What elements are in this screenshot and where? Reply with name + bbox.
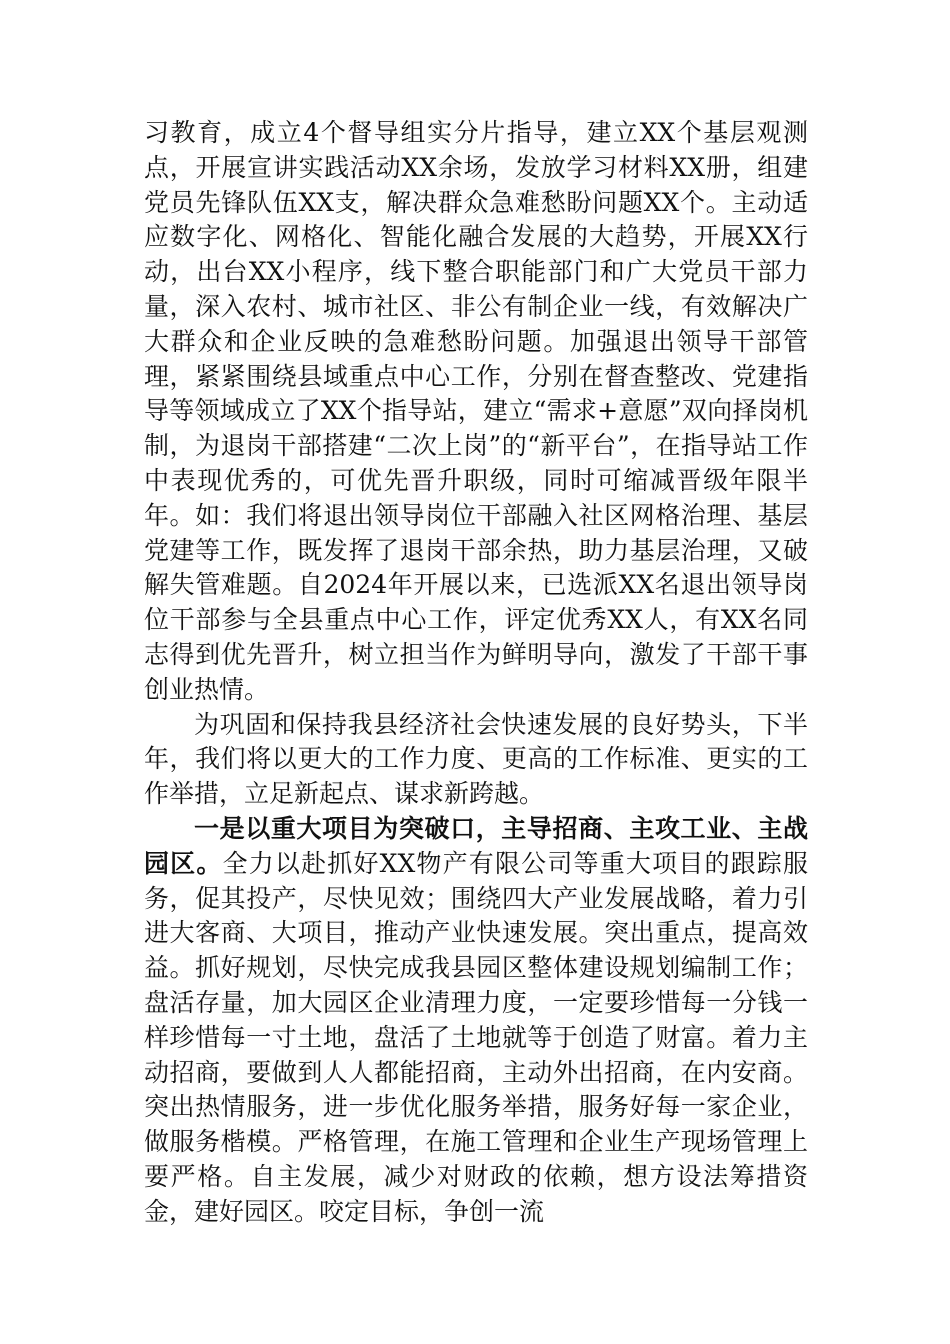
paragraph-continuation [144,116,808,708]
paragraph-lead-heading: 一是以重大项目为突破口，主导招商、主攻工业、主战园区。 [144,813,808,878]
paragraph-outlook [144,708,808,812]
paragraph-key-projects [144,812,808,1230]
paragraph-text: 为巩固和保持我县经济社会快速发展的良好势头，下半年，我们将以更大的工作力度、更高的工作标准、更实的工作举措，立足新起点、谋求新跨越。 [144,709,808,809]
paragraph-text: 全力以赴抓好XX物产有限公司等重大项目的跟踪服务，促其投产，尽快见效；围绕四大产业发展战略，着力引进大客商、大项目，推动产业快速发展。突出重点，提高效益。抓好规划，尽快完成我县园区整体建设规划编制工作；盘活存量，加大园区企业清理力度，一定要珍惜每一分钱一样珍惜每一寸土地，盘活了土地就等于创造了财富。着力主动招商，要做到人人都能招商，主动外出招商，在内安商。突出热情服务，进一步优化服务举措，服务好每一家企业，做服务楷模。严格管理，在施工管理和企业生产现场管理上要严格。自主发展，减少对财政的依赖，想方设法筹措资金，建好园区。咬定目标，争创一流 [144,848,808,1226]
document-body [144,116,808,1230]
paragraph-text: 习教育，成立4个督导组实分片指导，建立XX个基层观测点，开展宣讲实践活动XX余场，发放学习材料XX册，组建党员先锋队伍XX支，解决群众急难愁盼问题XX个。主动适应数字化、网格化、智能化融合发展的大趋势，开展XX行动，出台XX小程序，线下整合职能部门和广大党员干部力量，深入农村、城市社区、非公有制企业一线，有效解决广大群众和企业反映的急难愁盼问题。加强退出领导干部管理，紧紧围绕县域重点中心工作，分别在督查整改、党建指导等领域成立了XX个指导站，建立“需求+意愿”双向择岗机制，为退岗干部搭建“二次上岗”的“新平台”，在指导站工作中表现优秀的，可优先晋升职级，同时可缩减晋级年限半年。如：我们将退出领导岗位干部融入社区网格治理、基层党建等工作，既发挥了退岗干部余热，助力基层治理，又破解失管难题。自2024年开展以来，已选派XX名退出领导岗位干部参与全县重点中心工作，评定优秀XX人，有XX名同志得到优先晋升，树立担当作为鲜明导向，激发了干部干事创业热情。 [144,118,808,704]
